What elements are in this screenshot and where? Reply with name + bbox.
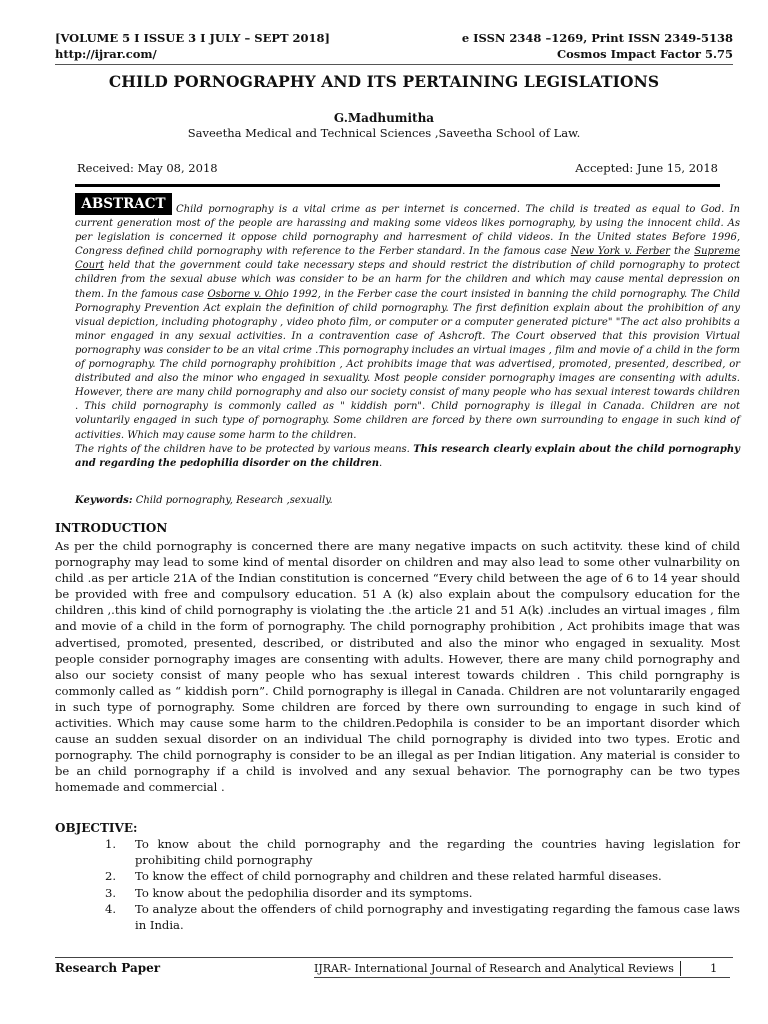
header-divider (55, 64, 733, 65)
paper-title: CHILD PORNOGRAPHY AND ITS PERTAINING LEGISLATIONS (108, 72, 660, 91)
case-link-ferber[interactable]: New York v. Ferber (570, 246, 671, 258)
footer-journal-name: IJRAR- International Journal of Research and Analytical Reviews (314, 961, 681, 976)
objective-heading: OBJECTIVE: (55, 821, 138, 835)
footer-divider (55, 957, 733, 958)
keywords-text: Child pornography, Research ,sexually. (132, 495, 333, 506)
abstract-paragraph-2: The rights of the children have to be protected by various means. This research clearly explain about the child pornography and regarding the pedophilia disorder on the children. (75, 443, 740, 469)
accepted-date: Accepted: June 15, 2018 (575, 161, 718, 175)
author-name: G.Madhumitha (333, 111, 435, 125)
list-item: 1. To know about the child pornography and the regarding the countries having legislation for prohibiting child pornography (105, 837, 740, 868)
abstract-paragraph-1: Child pornography is a vital crime as per internet is concerned. The child is treated as equal to God. In current generation most of the people are harassing and making some videos likes pornography, by using the innocent child. As per legislation is concerned it oppose child pornography and harresment of child videos. In the United states Before 1996, Congress defined child pornography with reference to the Ferber standard. In the famous case New York v. Ferber the Supreme Court held that the government could take necessary steps and should restrict the distribution of child pornography to protect children from the sexual abuse which was consider to be an harm for the children and which may cause mental depression on them. In the famous case Osborne v. Ohio 1992, in the Ferber case the court insisted in banning the child pornography. The Child Pornography Prevention Act explain the definition of child pornography. The first definition explain about the prohibition of any visual depiction, including photography , video photo film, or computer or a computer generated picture" "The act also prohibits a minor engaged in any sexual activities. In a contravention case of Ashcroft. The Court observed that this provision Virtual pornography was consider to be an vital crime .This pornography includes an virtual images , film and movie of a child in the form of pornography. The child pornography prohibition , Act prohibits image that was advertised, promoted, presented, described, or distributed and also the minor who engaged in sexuality. Most people consider pornography images are consenting with adults. However, there are many child pornography and also our society consist of many people who has sexual interest towards children . This child pornography is commonly called as " kiddish porn". Child pornography is illegal in Canada. Children are not voluntarily engaged in such type of pornography. Some children are forced by there own surrounding to engage in such kind of activities. Which may cause some harm to the children. (75, 204, 741, 441)
keywords (75, 495, 333, 506)
objective-list (105, 836, 740, 933)
keywords-label: Keywords: (75, 495, 133, 506)
header-impact-factor: Cosmos Impact Factor 5.75 (556, 47, 733, 61)
header-url[interactable]: http://ijrar.com/ (55, 47, 157, 61)
list-item: 3. To know about the pedophilia disorder and its symptoms. (105, 885, 473, 900)
footer-paper-type: Research Paper (55, 961, 161, 975)
abstract-body (75, 203, 740, 471)
introduction-body: As per the child pornography is concerned there are many negative impacts on such actitvity. these kind of child pornography may lead to some kind of mental disorder on children and may also lead to some other vulnarbility on child .as per article 21A of the Indian constitution is concerned “Every child between the age of 6 to 14 year should be provided with free and compulsory education. 51 A (k) also explain about the compulsory education for the children ,.this kind of child pornography is violating the .the article 21 and 51 A(k) .includes an virtual images , film and movie of a child in the form of pornography. The child pornography prohibition , Act prohibits image that was advertised, promoted, presented, described, or distributed and also the minor who engaged in sexuality. Most people consider pornography images are consenting with adults. However, there are many child pornography and also our society consist of many people who has sexual interest towards children . This child porngraphy is commonly called as “ kiddish porn”. Child pornography is illegal in Canada. Children are not voluntararily engaged in such type of pornography. Some children are forced by there own surrounding to engage in such kind of activities. Which may cause some harm to the children.Pedophila is consider to be an important disorder which cause an sudden sexual disorder on an individual The child pornography is divided into two types. Erotic and pornography. The child pornography is consider to be an illegal as per Indian litigation. Any material is consider to be an child pornography if a child is involved and any sexual behavior. The pornography can be two types homemade and commercial . (55, 539, 740, 795)
abstract-divider (75, 184, 720, 187)
header-volume: [VOLUME 5 I ISSUE 3 I JULY – SEPT 2018] (55, 31, 330, 45)
header-issn: e ISSN 2348 –1269, Print ISSN 2349-5138 (461, 31, 733, 45)
page-number: 1 (710, 961, 718, 975)
supreme-court-link[interactable]: Supreme Court (75, 246, 741, 272)
list-item: 2. To know the effect of child pornography and children and these related harmful diseases. (105, 869, 662, 884)
list-item: 4. To analyze about the offenders of child pornography and investigating regarding the famous case laws in India. (105, 901, 740, 933)
introduction-heading: INTRODUCTION (55, 521, 168, 535)
footer-underline (314, 977, 730, 978)
received-date: Received: May 08, 2018 (77, 161, 218, 175)
case-link-osborne[interactable]: Osborne v. Ohi (207, 288, 283, 300)
abstract-label: ABSTRACT (75, 193, 172, 215)
author-affiliation: Saveetha Medical and Technical Sciences ,Saveetha School of Law. (187, 126, 581, 140)
